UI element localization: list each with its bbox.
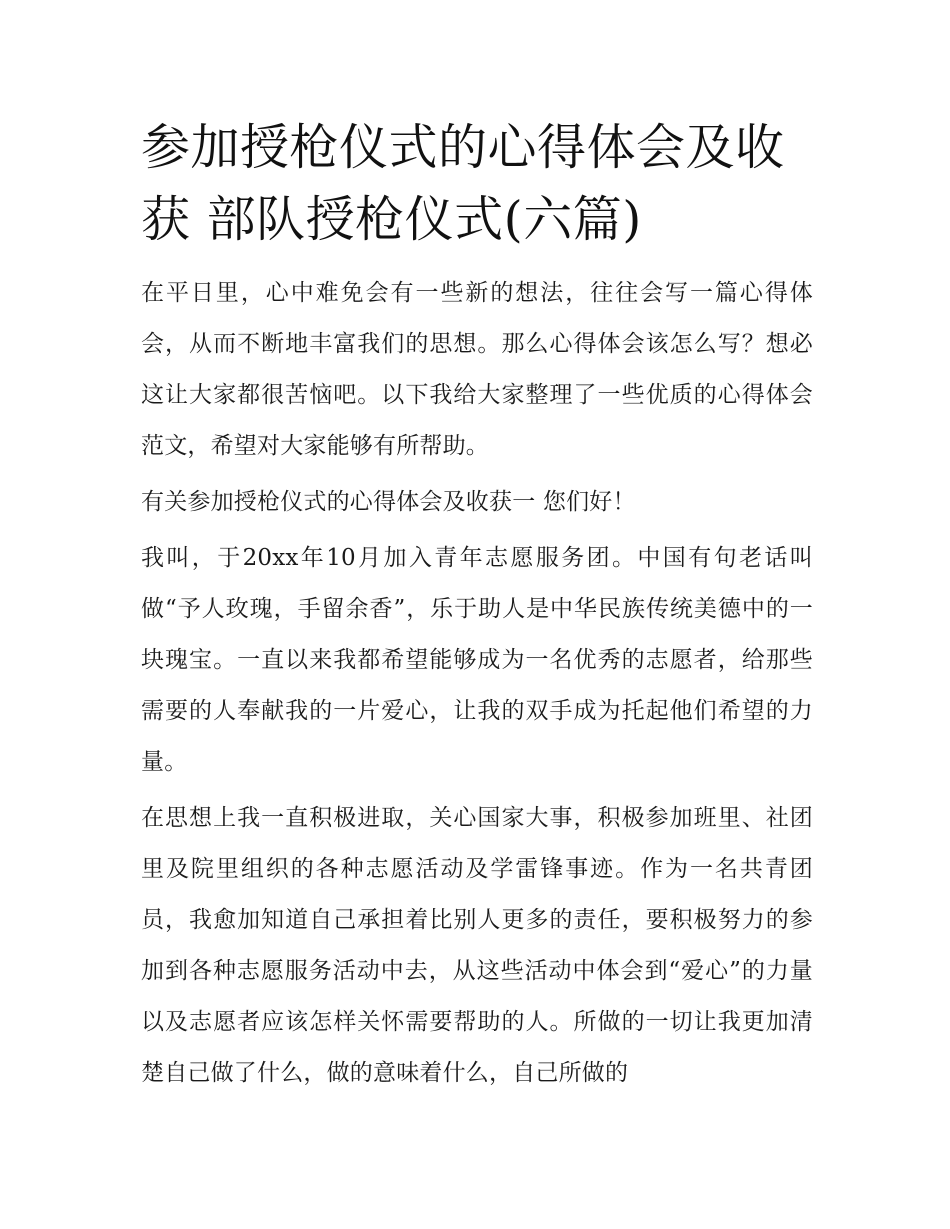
body-paragraph-introduction: 我叫，于20xx年10月加入青年志愿服务团。中国有句老话叫做“予人玫瑰，手留余香”，乐于助人是中华民族传统美德中的一块瑰宝。一直以来我都希望能够成为一名优秀的志愿者，给那些需要的人奉献我的一片爱心，让我的双手成为托起他们希望的力量。 <box>141 545 813 775</box>
document-title: 参加授枪仪式的心得体会及收获 部队授枪仪式(六篇) <box>141 119 785 248</box>
document-body <box>141 112 813 1104</box>
intro-paragraph: 在平日里，心中难免会有一些新的想法，往往会写一篇心得体会，从而不断地丰富我们的思想。那么心得体会该怎么写？想必这让大家都很苦恼吧。以下我给大家整理了一些优质的心得体会范文，希望对大家能够有所帮助。 <box>141 280 813 459</box>
body-paragraph-thoughts: 在思想上我一直积极进取，关心国家大事，积极参加班里、社团里及院里组织的各种志愿活动及学雷锋事迹。作为一名共青团员，我愈加知道自己承担着比别人更多的责任，要积极努力的参加到各种志愿服务活动中去，从这些活动中体会到“爱心”的力量以及志愿者应该怎样关怀需要帮助的人。所做的一切让我更加清楚自己做了什么，做的意味着什么，自己所做的 <box>141 805 813 1086</box>
section-heading: 有关参加授枪仪式的心得体会及收获一 您们好！ <box>141 489 636 515</box>
